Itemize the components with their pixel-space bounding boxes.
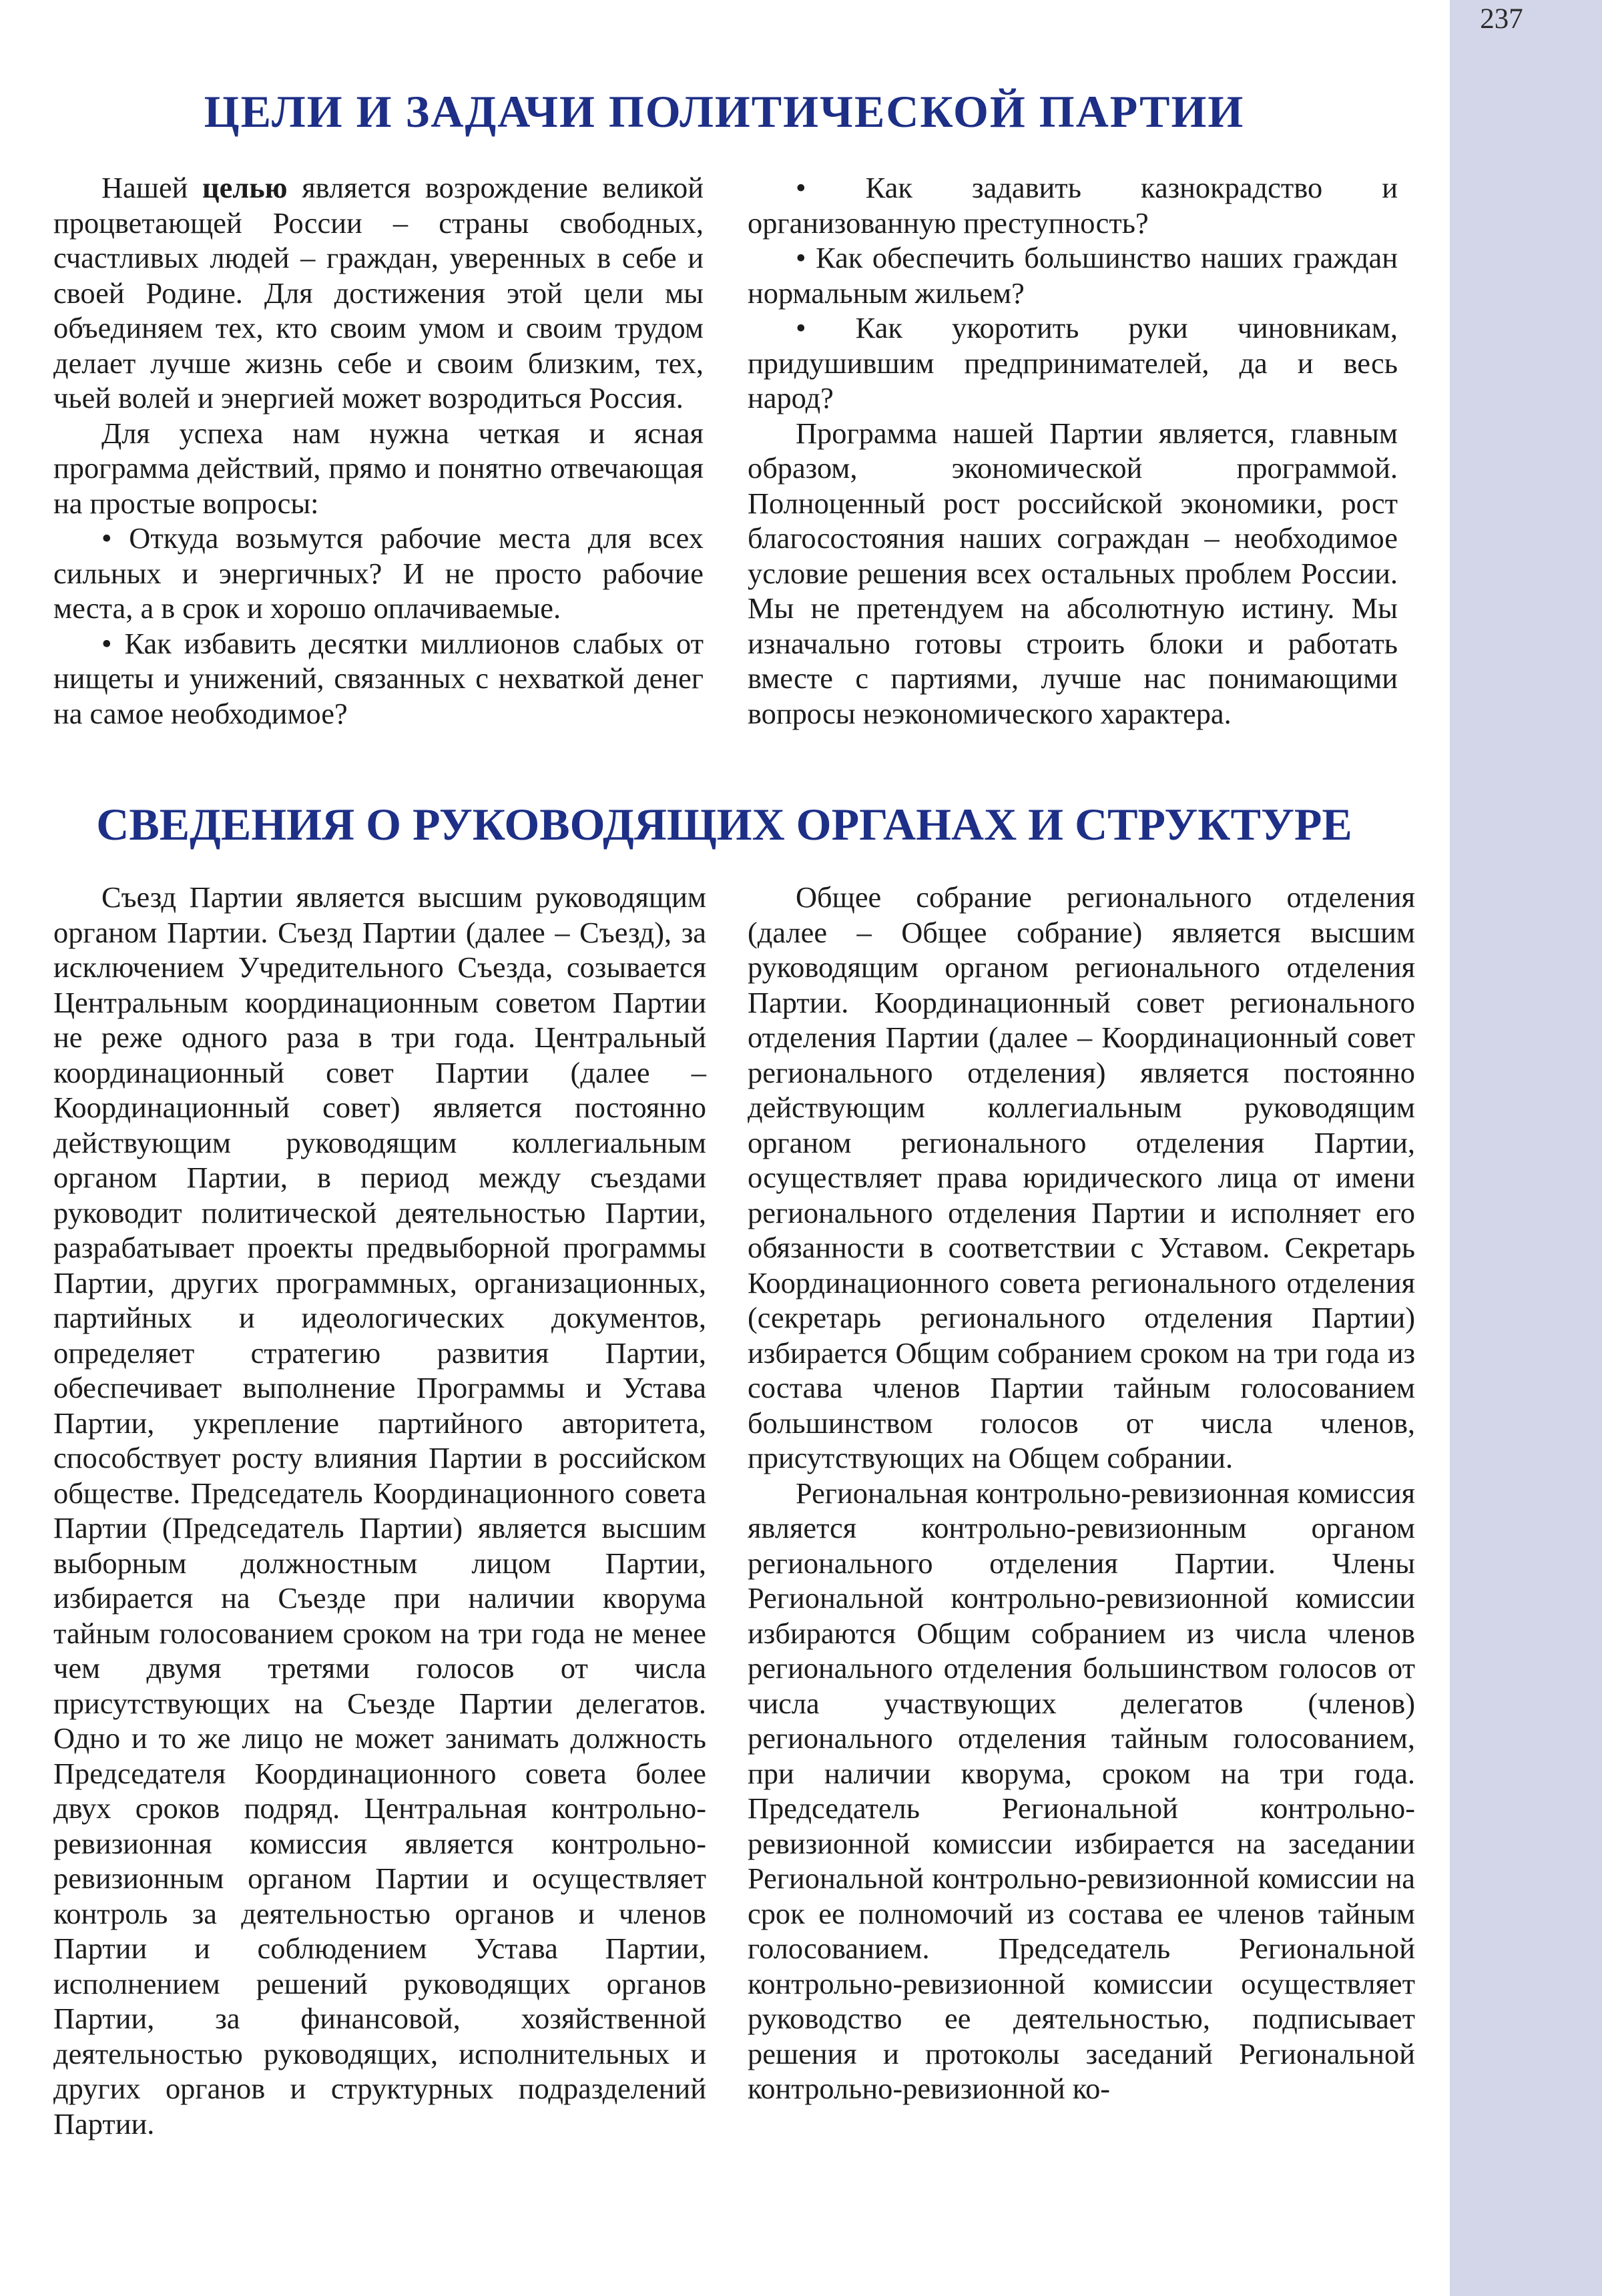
question-item: • Откуда возьмутся рабочие места для всех сильных и энергичных? И не просто рабочие места, а в срок и хорошо оплачиваемые. [53, 521, 704, 625]
section-title-goals: ЦЕЛИ И ЗАДАЧИ ПОЛИТИЧЕСКОЙ ПАРТИИ [204, 86, 1245, 137]
regional-assembly-paragraph: Общее собрание регионального отделения (далее – Общее собрание) является высшим руководящим органом регионального отделения Партии. Координационный совет регионального отделения Партии (далее – Координационный совет регионального отделения) является постоянно действующим коллегиальным руководящим органом регионального отделения Партии, осуществляет права юридического лица от имени регионального отделения Партии и исполняет его обязанности в соответствии с Уставом. Секретарь Координационного совета регионального отделения (секретарь регионального отделения Партии) избирается Общим собранием сроком на три года из состава членов Партии тайным голосованием большинством голосов от числа членов, присутствующих на Общем собрании. [748, 880, 1415, 1474]
structure-left-column [53, 880, 706, 2141]
goals-paragraph-2: Для успеха нам нужна четкая и ясная программа действий, прямо и понятно отвечающая на простые вопросы: [53, 416, 704, 520]
structure-right-column [748, 880, 1415, 2106]
regional-audit-paragraph: Региональная контрольно-ревизионная комиссия является контрольно-ревизионным органом регионального отделения Партии. Члены Региональной контрольно-ревизионной комиссии избираются Общим собранием из числа членов регионального отделения большинством голосов от числа участвующих делегатов (членов) регионального отделения тайным голосованием, при наличии кворума, сроком на три года. Председатель Региональной контрольно-ревизионной комиссии избирается на заседании Региональной контрольно-ревизионной комиссии на срок ее полномочий из состава ее членов тайным голосованием. Председатель Региональной контрольно-ревизионной комиссии осуществляет руководство ее деятельностью, подписывает решения и протоколы заседаний Региональной контрольно-ревизионной ко- [748, 1476, 1415, 2105]
goals-paragraph-3: Программа нашей Партии является, главным образом, экономической программой. Полноценный рост российской экономики, рост благосостояния наших сограждан – необходимое условие решения всех остальных проблем России. Мы не претендуем на абсолютную истину. Мы изначально готовы строить блоки и работать вместе с партиями, лучше нас понимающими вопросы неэкономического характера. [748, 416, 1398, 730]
page-margin-strip [1450, 0, 1602, 2296]
congress-paragraph: Съезд Партии является высшим руководящим органом Партии. Съезд Партии (далее – Съезд), за исключением Учредительного Съезда, созывается Центральным координационным советом Партии не реже одного раза в три года. Центральный координационный совет Партии (далее – Координационный совет) является постоянно действующим руководящим коллегиальным органом Партии, в период между съездами руководит политической деятельностью Партии, разрабатывает проекты предвыборной программы Партии, других программных, организационных, партийных и идеологических документов, определяет стратегию развития Партии, обеспечивает выполнение Программы и Устава Партии, укрепление партийного авторитета, способствует росту влияния Партии в российском обществе. Председатель Координационного совета Партии (Председатель Партии) является высшим выборным должностным лицом Партии, избирается на Съезде при наличии кворума тайным голосованием сроком на три года не менее чем двумя третями голосов от числа присутствующих на Съезде Партии делегатов. Одно и то же лицо не может занимать должность Председателя Координационного совета более двух сроков подряд. Центральная контрольно-ревизионная комиссия является контрольно-ревизионным органом Партии и осуществляет контроль за деятельностью органов и членов Партии и соблюдением Устава Партии, исполнением решений руководящих органов Партии, за финансовой, хозяйственной деятельностью руководящих, исполнительных и других органов и структурных подразделений Партии. [53, 880, 706, 2140]
question-item: • Как избавить десятки миллионов слабых от нищеты и унижений, связанных с нехваткой денег на самое необходимое? [53, 626, 704, 730]
goals-right-column [748, 170, 1398, 731]
question-item: • Как укоротить руки чиновникам, придушившим предпринимателей, да и весь народ? [748, 311, 1398, 414]
question-item: • Как обеспечить большинство наших граждан нормальным жильем? [748, 241, 1398, 310]
goals-left-column [53, 170, 704, 731]
goal-keyword: целью [202, 171, 288, 204]
question-item: • Как задавить казнокрадство и организованную преступность? [748, 171, 1398, 240]
page-number: 237 [1480, 3, 1523, 35]
goals-paragraph-1: Нашей целью является возрождение великой процветающей России – страны свободных, счастливых людей – граждан, уверенных в себе и своей Родине. Для достижения этой цели мы объединяем тех, кто своим умом и своим трудом делает лучше жизнь себе и своим близким, тех, чьей волей и энергией может возродиться Россия. [53, 171, 704, 414]
section-title-structure: СВЕДЕНИЯ О РУКОВОДЯЩИХ ОРГАНАХ И СТРУКТУРЕ [96, 799, 1352, 850]
